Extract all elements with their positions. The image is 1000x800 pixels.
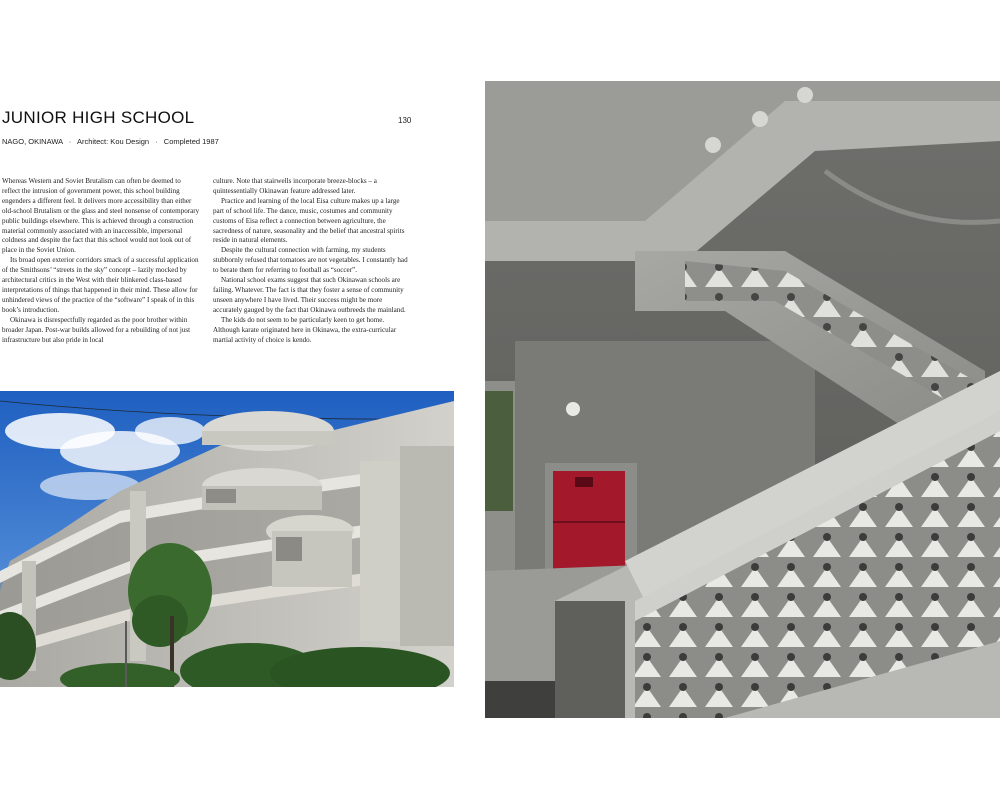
meta-separator: ·: [155, 137, 158, 146]
location-label: NAGO, OKINAWA: [2, 137, 63, 146]
architect-label: Architect: Kou Design: [76, 137, 150, 146]
page-number: 130: [398, 116, 412, 125]
paragraph: Despite the cultural connection with farming, my students stubbornly refused that tomatoes are not vegetables. I constantly had to berate them for referring to football as “soccer”.: [213, 246, 408, 275]
paragraph: culture. Note that stairwells incorporate breeze-blocks – a quintessentially Okinawan feature addressed later.: [213, 177, 377, 195]
text-column-right: [213, 177, 411, 345]
building-meta: [2, 137, 219, 146]
page-title: JUNIOR HIGH SCHOOL: [2, 108, 195, 127]
paragraph: Its broad open exterior corridors smack of a successful application of the Smithsons’ “streets in the sky” concept – lazily mocked by architectural critics in the West with their blinkered class-based interpretations of things that happened in their mind. These allow for unhindered views of the practice of the “software” I speak of in this book’s introduction.: [2, 256, 199, 314]
paragraph: Practice and learning of the local Eisa culture makes up a large part of school life. The dance, music, costumes and community customs of Eisa reflect a connection between agriculture, the sacredness of nature, seasonality and the belief that ancestral spirits reside in natural elements.: [213, 196, 405, 245]
paragraph: Whereas Western and Soviet Brutalism can often be deemed to reflect the intrusion of government power, this school building engenders a different feel. It delivers more accessibility than either old-school Brutalism or the glass and steel nonsense of contemporary public buildings elsewhere. This is achieved through a construction material commonly associated with an inaccessible, impersonal coldness and despite the fact that this school would not look out of place in the Soviet Union.: [2, 177, 200, 255]
stairwell-photo: [485, 81, 1000, 718]
school-exterior-photo: [0, 391, 454, 687]
paragraph: National school exams suggest that such Okinawan schools are failing. Whatever. The fact is that they foster a sense of community unseen anywhere I have lived. Their success might be more accurately gauged by the fact that Okinawa outbreeds the mainland.: [213, 276, 406, 314]
paragraph: The kids do not seem to be particularly keen to get home. Although karate originated here in Okinawa, the extra-curricular martial activity of choice is kendo.: [213, 315, 397, 344]
meta-separator: ·: [68, 137, 72, 146]
paragraph: Okinawa is disrespectfully regarded as the poor brother within broader Japan. Post-war builds allowed for a rebuilding of not just infrastructure but also pride in local: [2, 315, 191, 344]
completed-label: Completed 1987: [163, 137, 219, 146]
text-column-left: [2, 177, 200, 345]
